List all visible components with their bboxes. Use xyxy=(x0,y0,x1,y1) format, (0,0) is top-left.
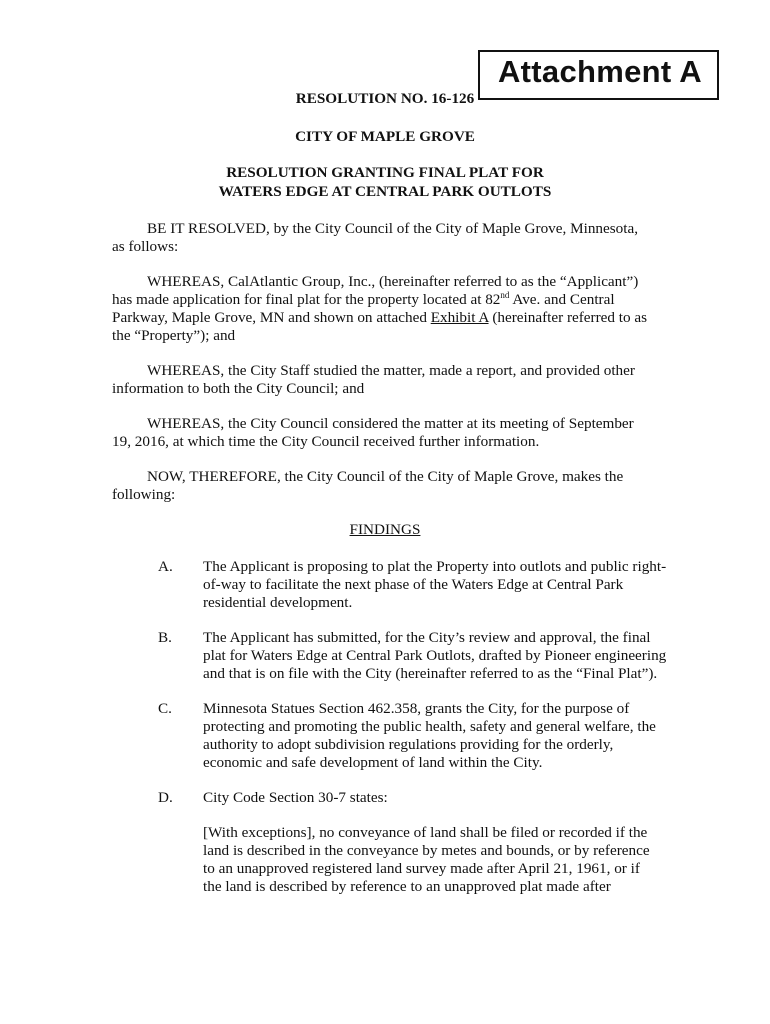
finding-c-line-1: Minnesota Statues Section 462.358, grants the City, for the purpose of xyxy=(203,700,630,717)
findings-heading: FINDINGS xyxy=(349,521,421,538)
whereas1-line-2: has made application for final plat for the property located at 82nd Ave. and Central xyxy=(112,290,615,308)
quote-line-4: the land is described by reference to an unapproved plat made after xyxy=(203,878,611,895)
whereas2-line-1: WHEREAS, the City Staff studied the matter, made a report, and provided other xyxy=(147,362,635,379)
finding-b-line-1: The Applicant has submitted, for the City’s review and approval, the final xyxy=(203,629,651,646)
finding-a-line-3: residential development. xyxy=(203,594,353,611)
attachment-label: Attachment A xyxy=(498,54,702,89)
title-line-1: RESOLUTION GRANTING FINAL PLAT FOR xyxy=(226,164,544,181)
resolution-number: RESOLUTION NO. 16-126 xyxy=(295,90,475,107)
resolved-line-2: as follows: xyxy=(112,238,179,255)
finding-a-line-2: of-way to facilitate the next phase of the Waters Edge at Central Park xyxy=(203,576,624,593)
finding-b-line-3: and that is on file with the City (hereinafter referred to as the “Final Plat”). xyxy=(203,665,658,682)
finding-a-line-1: The Applicant is proposing to plat the Property into outlots and public right- xyxy=(203,558,667,575)
finding-c-line-3: authority to adopt subdivision regulations providing for the orderly, xyxy=(203,736,614,753)
finding-c-line-2: protecting and promoting the public health, safety and general welfare, the xyxy=(203,718,656,735)
finding-b-line-2: plat for Waters Edge at Central Park Outlots, drafted by Pioneer engineering xyxy=(203,647,667,664)
finding-a-letter: A. xyxy=(158,558,173,575)
quote-line-2: land is described in the conveyance by metes and bounds, or by reference xyxy=(203,842,650,859)
now-therefore-line-2: following: xyxy=(112,486,176,503)
title-line-2: WATERS EDGE AT CENTRAL PARK OUTLOTS xyxy=(218,183,552,200)
whereas1-line-1: WHEREAS, CalAtlantic Group, Inc., (hereinafter referred to as the “Applicant”) xyxy=(147,273,639,290)
city-heading: CITY OF MAPLE GROVE xyxy=(295,128,475,145)
quote-line-3: to an unapproved registered land survey made after April 21, 1961, or if xyxy=(203,860,640,877)
whereas1-line-4: the “Property”); and xyxy=(112,327,236,344)
exhibit-a-reference: Exhibit A xyxy=(430,309,489,326)
whereas1-line-3: Parkway, Maple Grove, MN and shown on attached Exhibit A (hereinafter referred to as xyxy=(112,309,648,326)
finding-b-letter: B. xyxy=(158,629,172,646)
finding-c-letter: C. xyxy=(158,700,172,717)
whereas3-line-2: 19, 2016, at which time the City Council received further information. xyxy=(112,433,540,450)
now-therefore-line-1: NOW, THEREFORE, the City Council of the City of Maple Grove, makes the xyxy=(147,468,624,485)
quote-line-1: [With exceptions], no conveyance of land shall be filed or recorded if the xyxy=(203,824,648,841)
resolved-line-1: BE IT RESOLVED, by the City Council of the City of Maple Grove, Minnesota, xyxy=(147,220,639,237)
finding-c-line-4: economic and safe development of land within the City. xyxy=(203,754,543,771)
whereas3-line-1: WHEREAS, the City Council considered the matter at its meeting of September xyxy=(147,415,634,432)
whereas2-line-2: information to both the City Council; and xyxy=(112,380,365,397)
finding-d-line-1: City Code Section 30-7 states: xyxy=(203,789,388,806)
ordinal-superscript: nd xyxy=(500,290,510,300)
finding-d-letter: D. xyxy=(158,789,173,806)
